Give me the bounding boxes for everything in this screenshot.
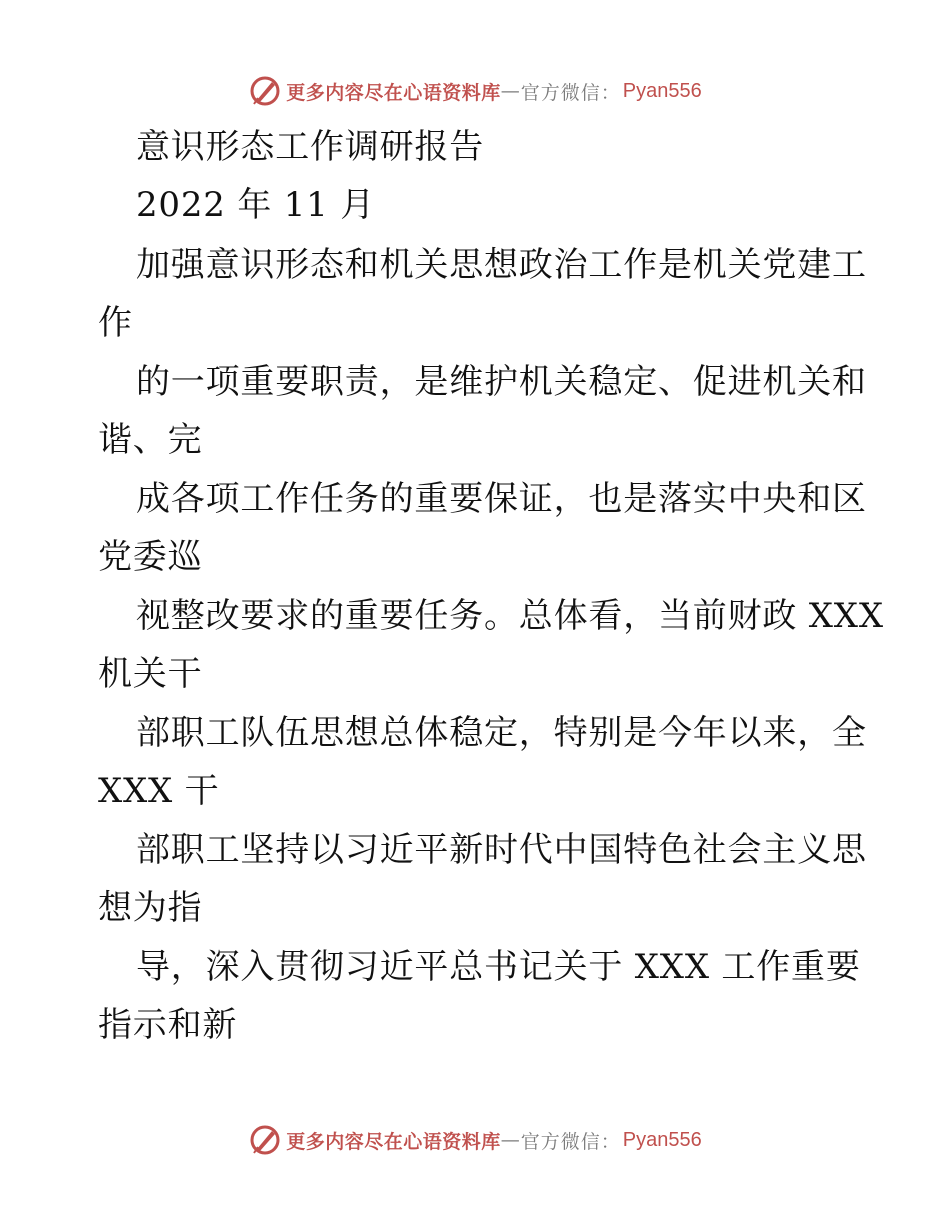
quill-logo-icon <box>248 1123 282 1157</box>
paragraph-line: 想为指 <box>98 888 203 928</box>
paragraph-line: 党委巡 <box>98 537 203 577</box>
paragraph-line: 加强意识形态和机关思想政治工作是机关党建工 <box>136 245 867 285</box>
paragraph-line: XXX 干 <box>98 771 220 811</box>
banner-main-text: 更多内容尽在心语资料库 <box>286 1130 501 1153</box>
banner-main-text: 更多内容尽在心语资料库 <box>286 81 501 104</box>
banner-dash: — <box>500 80 521 102</box>
banner-dash: — <box>500 1129 521 1151</box>
banner-wechat-label: 官方微信： <box>520 81 621 104</box>
header-watermark-banner <box>0 71 950 111</box>
document-date: 2022 年 11 月 <box>136 185 376 225</box>
paragraph-line: 作 <box>98 303 133 343</box>
paragraph-line: 视整改要求的重要任务。总体看，当前财政 XXX <box>136 596 884 636</box>
paragraph-line: 部职工坚持以习近平新时代中国特色社会主义思 <box>136 830 867 870</box>
banner-wechat-label: 官方微信： <box>520 1130 621 1153</box>
banner-wechat-id: Pyan556 <box>622 1128 702 1151</box>
paragraph-line: 的一项重要职责，是维护机关稳定、促进机关和 <box>136 362 867 402</box>
paragraph-line: 导，深入贯彻习近平总书记关于 XXX 工作重要 <box>136 947 861 987</box>
paragraph-line: 指示和新 <box>98 1005 238 1045</box>
paragraph-line: 成各项工作任务的重要保证，也是落实中央和区 <box>136 479 867 519</box>
paragraph-line: 谐、完 <box>98 420 203 460</box>
paragraph-line: 部职工队伍思想总体稳定，特别是今年以来，全 <box>136 713 867 753</box>
banner-wechat-id: Pyan556 <box>622 79 702 102</box>
document-title: 意识形态工作调研报告 <box>136 127 484 167</box>
paragraph-line: 机关干 <box>98 654 203 694</box>
quill-logo-icon <box>248 74 282 108</box>
footer-watermark-banner <box>0 1120 950 1160</box>
